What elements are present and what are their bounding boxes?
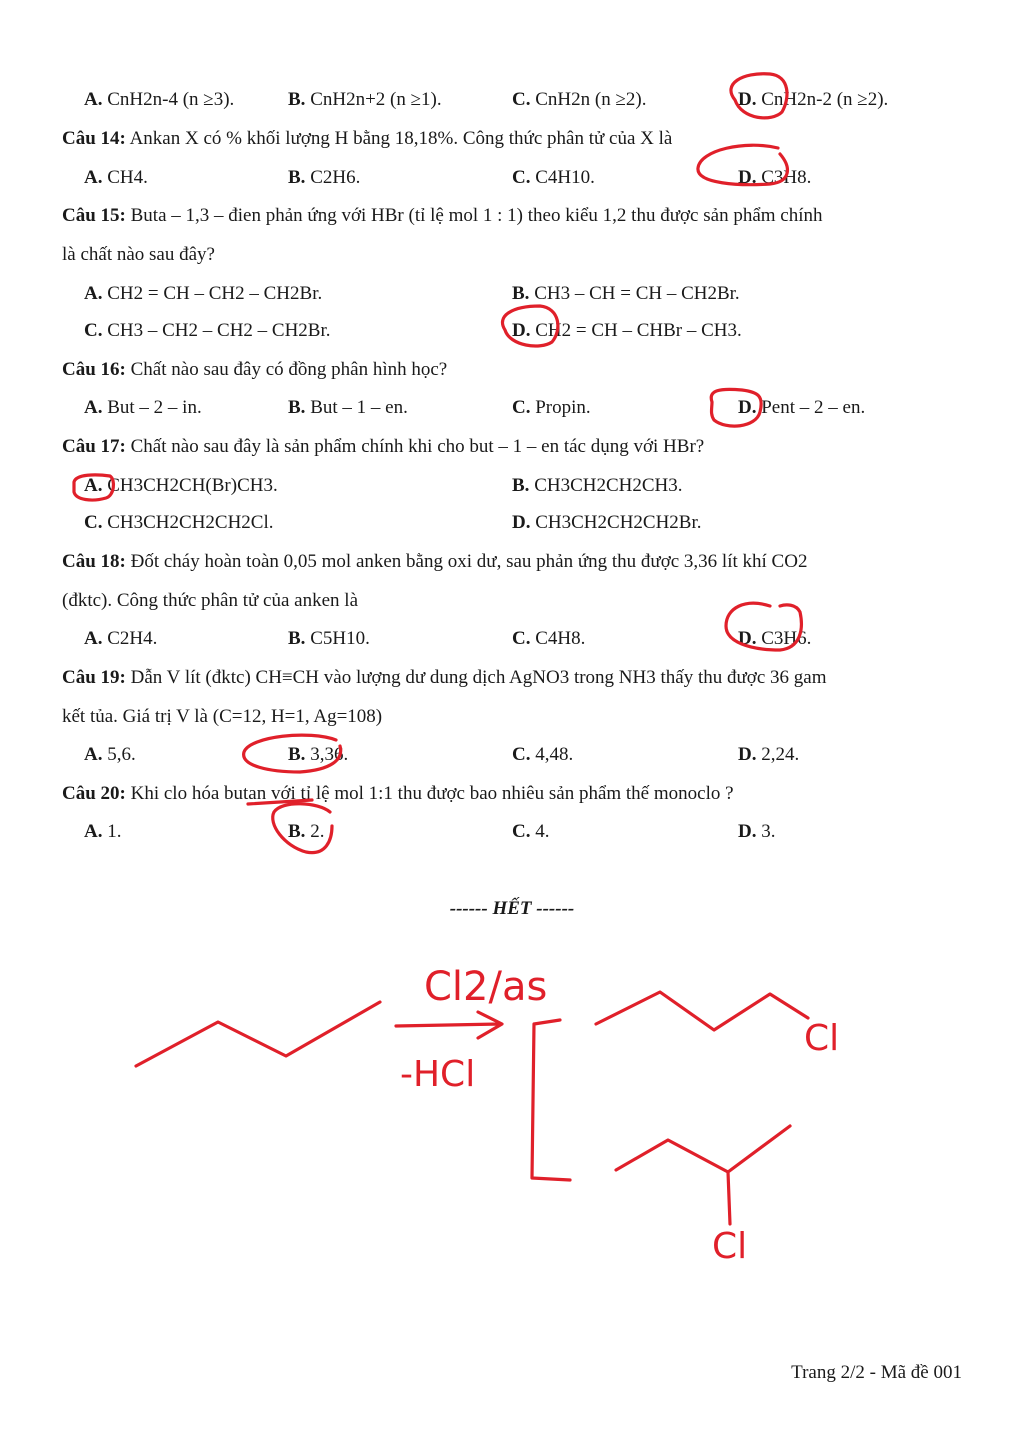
product1-skeleton bbox=[596, 992, 808, 1030]
q19-option-c: C. 4,48. bbox=[512, 744, 574, 765]
q20-option-a: A. 1. bbox=[84, 821, 122, 842]
q20-stem: Câu 20: Khi clo hóa butan với tỉ lệ mol 1:1 thu được bao nhiêu sản phẩm thế monoclo ? bbox=[62, 783, 734, 804]
product2-skeleton bbox=[616, 1126, 790, 1224]
q17-stem: Câu 17: Chất nào sau đây là sản phẩm chính khi cho but – 1 – en tác dụng với HBr? bbox=[62, 436, 705, 457]
q18-option-b: B. C5H10. bbox=[288, 628, 370, 649]
q15-option-b: B. CH3 – CH = CH – CH2Br. bbox=[512, 283, 740, 304]
q18-option-c: C. C4H8. bbox=[512, 628, 586, 649]
q13-option-c: C. CnH2n (n ≥2). bbox=[512, 89, 647, 110]
product1-cl: Cl bbox=[804, 1018, 840, 1059]
q16-stem: Câu 16: Chất nào sau đây có đồng phân hình học? bbox=[62, 359, 448, 380]
q20-option-b: B. 2. bbox=[288, 821, 325, 842]
q17-option-c: C. CH3CH2CH2CH2Cl. bbox=[84, 512, 274, 533]
q18-option-d: D. C3H6. bbox=[738, 628, 812, 649]
reagent-bottom: -HCl bbox=[400, 1054, 476, 1095]
q14-option-c: C. C4H10. bbox=[512, 167, 595, 188]
q16-option-b: B. But – 1 – en. bbox=[288, 397, 408, 418]
q17-option-d: D. CH3CH2CH2CH2Br. bbox=[512, 512, 702, 533]
q15-option-c: C. CH3 – CH2 – CH2 – CH2Br. bbox=[84, 320, 331, 341]
q14-option-a: A. CH4. bbox=[84, 167, 148, 188]
q19-stem-cont: kết tủa. Giá trị V là (C=12, H=1, Ag=108) bbox=[62, 706, 383, 727]
q16-option-a: A. But – 2 – in. bbox=[84, 397, 202, 418]
q15-option-a: A. CH2 = CH – CH2 – CH2Br. bbox=[84, 283, 323, 304]
butane-skeleton bbox=[136, 1002, 380, 1066]
q17-option-a: A. CH3CH2CH(Br)CH3. bbox=[84, 475, 278, 496]
q19-option-b: B. 3,36. bbox=[288, 744, 349, 765]
q18-stem-cont: (đktc). Công thức phân tử của anken là bbox=[62, 590, 359, 611]
q16-option-c: C. Propin. bbox=[512, 397, 591, 418]
q14-option-d: D. C3H8. bbox=[738, 167, 812, 188]
q20-option-d: D. 3. bbox=[738, 821, 776, 842]
q15-stem: Câu 15: Buta – 1,3 – đien phản ứng với HBr (tỉ lệ mol 1 : 1) theo kiểu 1,2 thu được sản phẩm chính bbox=[62, 205, 823, 226]
q16-option-d: D. Pent – 2 – en. bbox=[738, 397, 866, 418]
q14-stem: Câu 14: Ankan X có % khối lượng H bằng 18,18%. Công thức phân tử của X là bbox=[62, 128, 673, 149]
reagent-top: Cl2/as bbox=[424, 964, 548, 1010]
page-footer: Trang 2/2 - Mã đề 001 bbox=[791, 1362, 962, 1383]
q13-option-b: B. CnH2n+2 (n ≥1). bbox=[288, 89, 442, 110]
q18-stem: Câu 18: Đốt cháy hoàn toàn 0,05 mol anken bằng oxi dư, sau phản ứng thu được 3,36 lít khí CO2 bbox=[62, 551, 808, 572]
q14-option-b: B. C2H6. bbox=[288, 167, 361, 188]
q19-option-d: D. 2,24. bbox=[738, 744, 800, 765]
end-mark: ------ HẾT ------ bbox=[449, 898, 575, 919]
q15-stem-cont: là chất nào sau đây? bbox=[62, 244, 215, 265]
product2-cl: Cl bbox=[712, 1226, 748, 1267]
q19-option-a: A. 5,6. bbox=[84, 744, 136, 765]
q18-option-a: A. C2H4. bbox=[84, 628, 158, 649]
q17-option-b: B. CH3CH2CH2CH3. bbox=[512, 475, 683, 496]
product-bracket bbox=[532, 1020, 570, 1180]
q15-option-d: D. CH2 = CH – CHBr – CH3. bbox=[512, 320, 742, 341]
q19-stem: Câu 19: Dẫn V lít (đktc) CH≡CH vào lượng dư dung dịch AgNO3 trong NH3 thấy thu được 36 gam bbox=[62, 667, 827, 688]
q13-option-a: A. CnH2n-4 (n ≥3). bbox=[84, 89, 235, 110]
q13-option-d: D. CnH2n-2 (n ≥2). bbox=[738, 89, 889, 110]
q20-option-c: C. 4. bbox=[512, 821, 550, 842]
reaction-arrow bbox=[396, 1012, 502, 1038]
